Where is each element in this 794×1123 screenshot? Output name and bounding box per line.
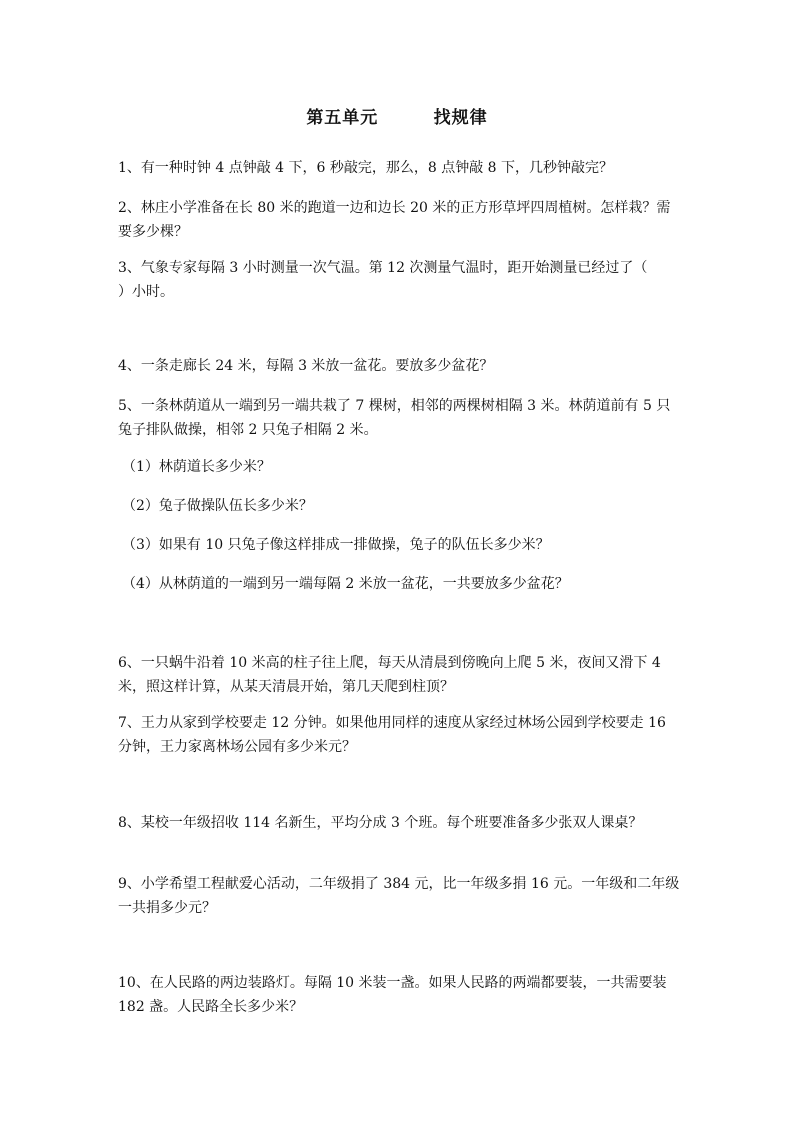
question-5-sub-2: （2）兔子做操队伍长多少米？ bbox=[122, 498, 313, 514]
page-title: 第五单元 找规律 bbox=[306, 108, 488, 128]
question-4: 4、一条走廊长 24 米，每隔 3 米放一盆花。要放多少盆花？ bbox=[118, 358, 494, 374]
question-7: 7、王力从家到学校要走 12 分钟。如果他用同样的速度从家经过林场公园到学校要走 16 分钟，王力家离林场公园有多少米元？ bbox=[118, 715, 671, 755]
question-6: 6、一只蜗牛沿着 10 米高的柱子往上爬，每天从清晨到傍晚向上爬 5 米，夜间又滑下 4 米，照这样计算，从某天清晨开始，第几天爬到柱顶？ bbox=[118, 655, 666, 695]
question-10: 10、在人民路的两边装路灯。每隔 10 米装一盏。如果人民路的两端都要装，一共需要装 182 盏。人民路全长多少米？ bbox=[118, 975, 671, 1015]
question-8: 8、某校一年级招收 114 名新生，平均分成 3 个班。每个班要准备多少张双人课桌？ bbox=[118, 815, 643, 831]
question-9: 9、小学希望工程献爱心活动，二年级捐了 384 元，比一年级多捐 16 元。一年级和二年级一共捐多少元？ bbox=[118, 876, 680, 916]
question-5-sub-3: （3）如果有 10 只兔子像这样排成一排做操，兔子的队伍长多少米？ bbox=[122, 537, 550, 553]
question-3: 3、气象专家每隔 3 小时测量一次气温。第 12 次测量气温时，距开始测量已经过了（ ）小时。 bbox=[118, 260, 684, 300]
question-5-sub-4: （4）从林荫道的一端到另一端每隔 2 米放一盆花，一共要放多少盆花？ bbox=[122, 576, 569, 592]
question-1: 1、有一种时钟 4 点钟敲 4 下，6 秒敲完，那么，8 点钟敲 8 下，几秒钟敲完？ bbox=[118, 160, 614, 176]
question-5-sub-1: （1）林荫道长多少米？ bbox=[122, 459, 271, 475]
question-2: 2、林庄小学准备在长 80 米的跑道一边和边长 20 米的正方形草坪四周植树。怎样栽？需要多少棵？ bbox=[118, 200, 671, 240]
question-5: 5、一条林荫道从一端到另一端共栽了 7 棵树，相邻的两棵树相隔 3 米。林荫道前有 5 只兔子排队做操，相邻 2 只兔子相隔 2 米。 bbox=[118, 398, 671, 438]
